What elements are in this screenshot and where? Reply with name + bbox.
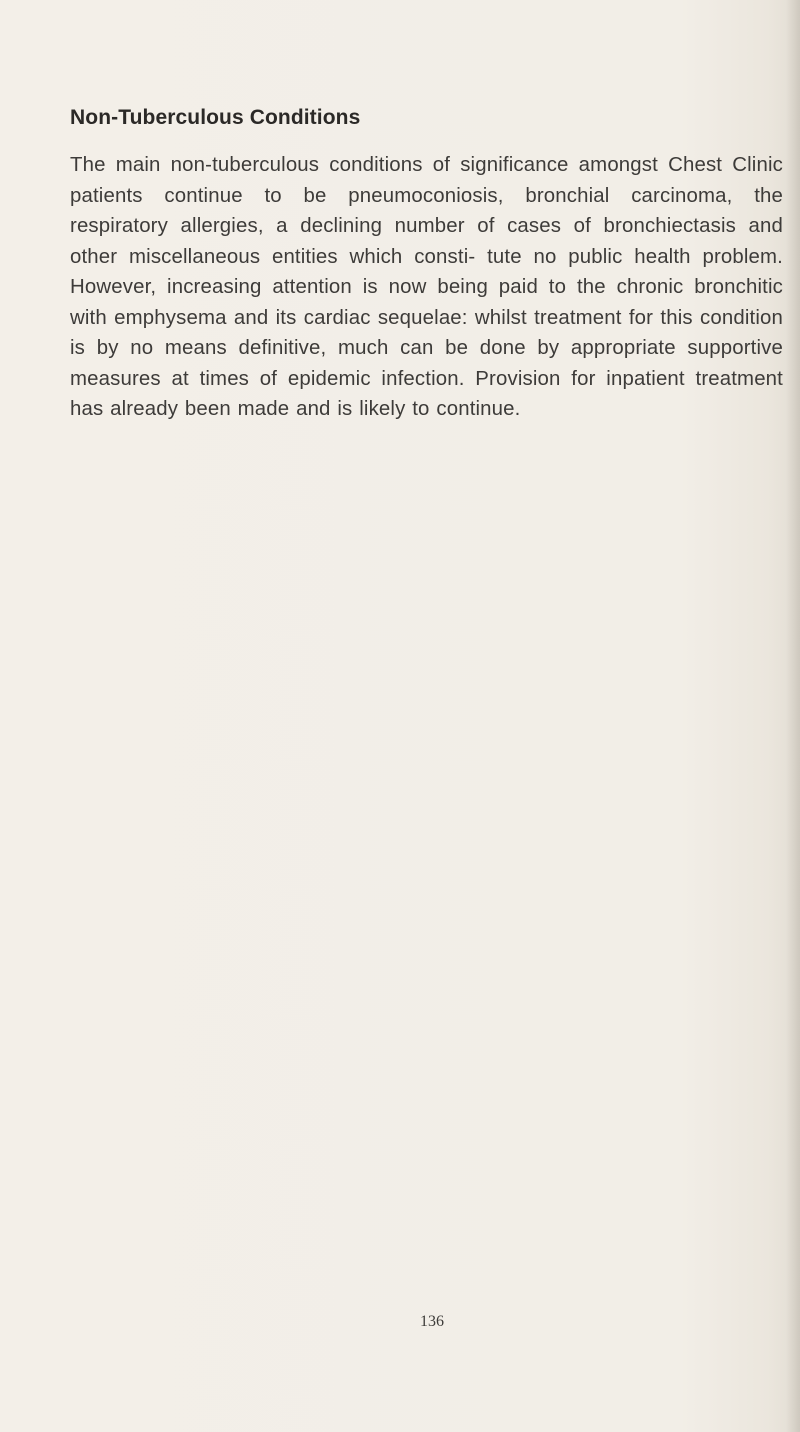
page-number: 136 (420, 1313, 444, 1330)
page-edge-shadow (786, 0, 800, 1432)
section-heading: Non-Tuberculous Conditions (70, 106, 361, 129)
body-paragraph: The main non-tuberculous conditions of significance amongst Chest Clinic patients continue to be pneumoconiosis, bronchial carcinoma, the respiratory allergies, a declining number of cases of bronchiectasis and other miscellaneous entities which consti- tute no public health problem. However, increasing attention is now being paid to the chronic bronchitic with emphysema and its cardiac sequelae: whilst treatment for this condition is by no means definitive, much can be done by appropriate supportive measures at times of epidemic infection. Provision for inpatient treatment has already been made and is likely to continue. (70, 154, 783, 420)
